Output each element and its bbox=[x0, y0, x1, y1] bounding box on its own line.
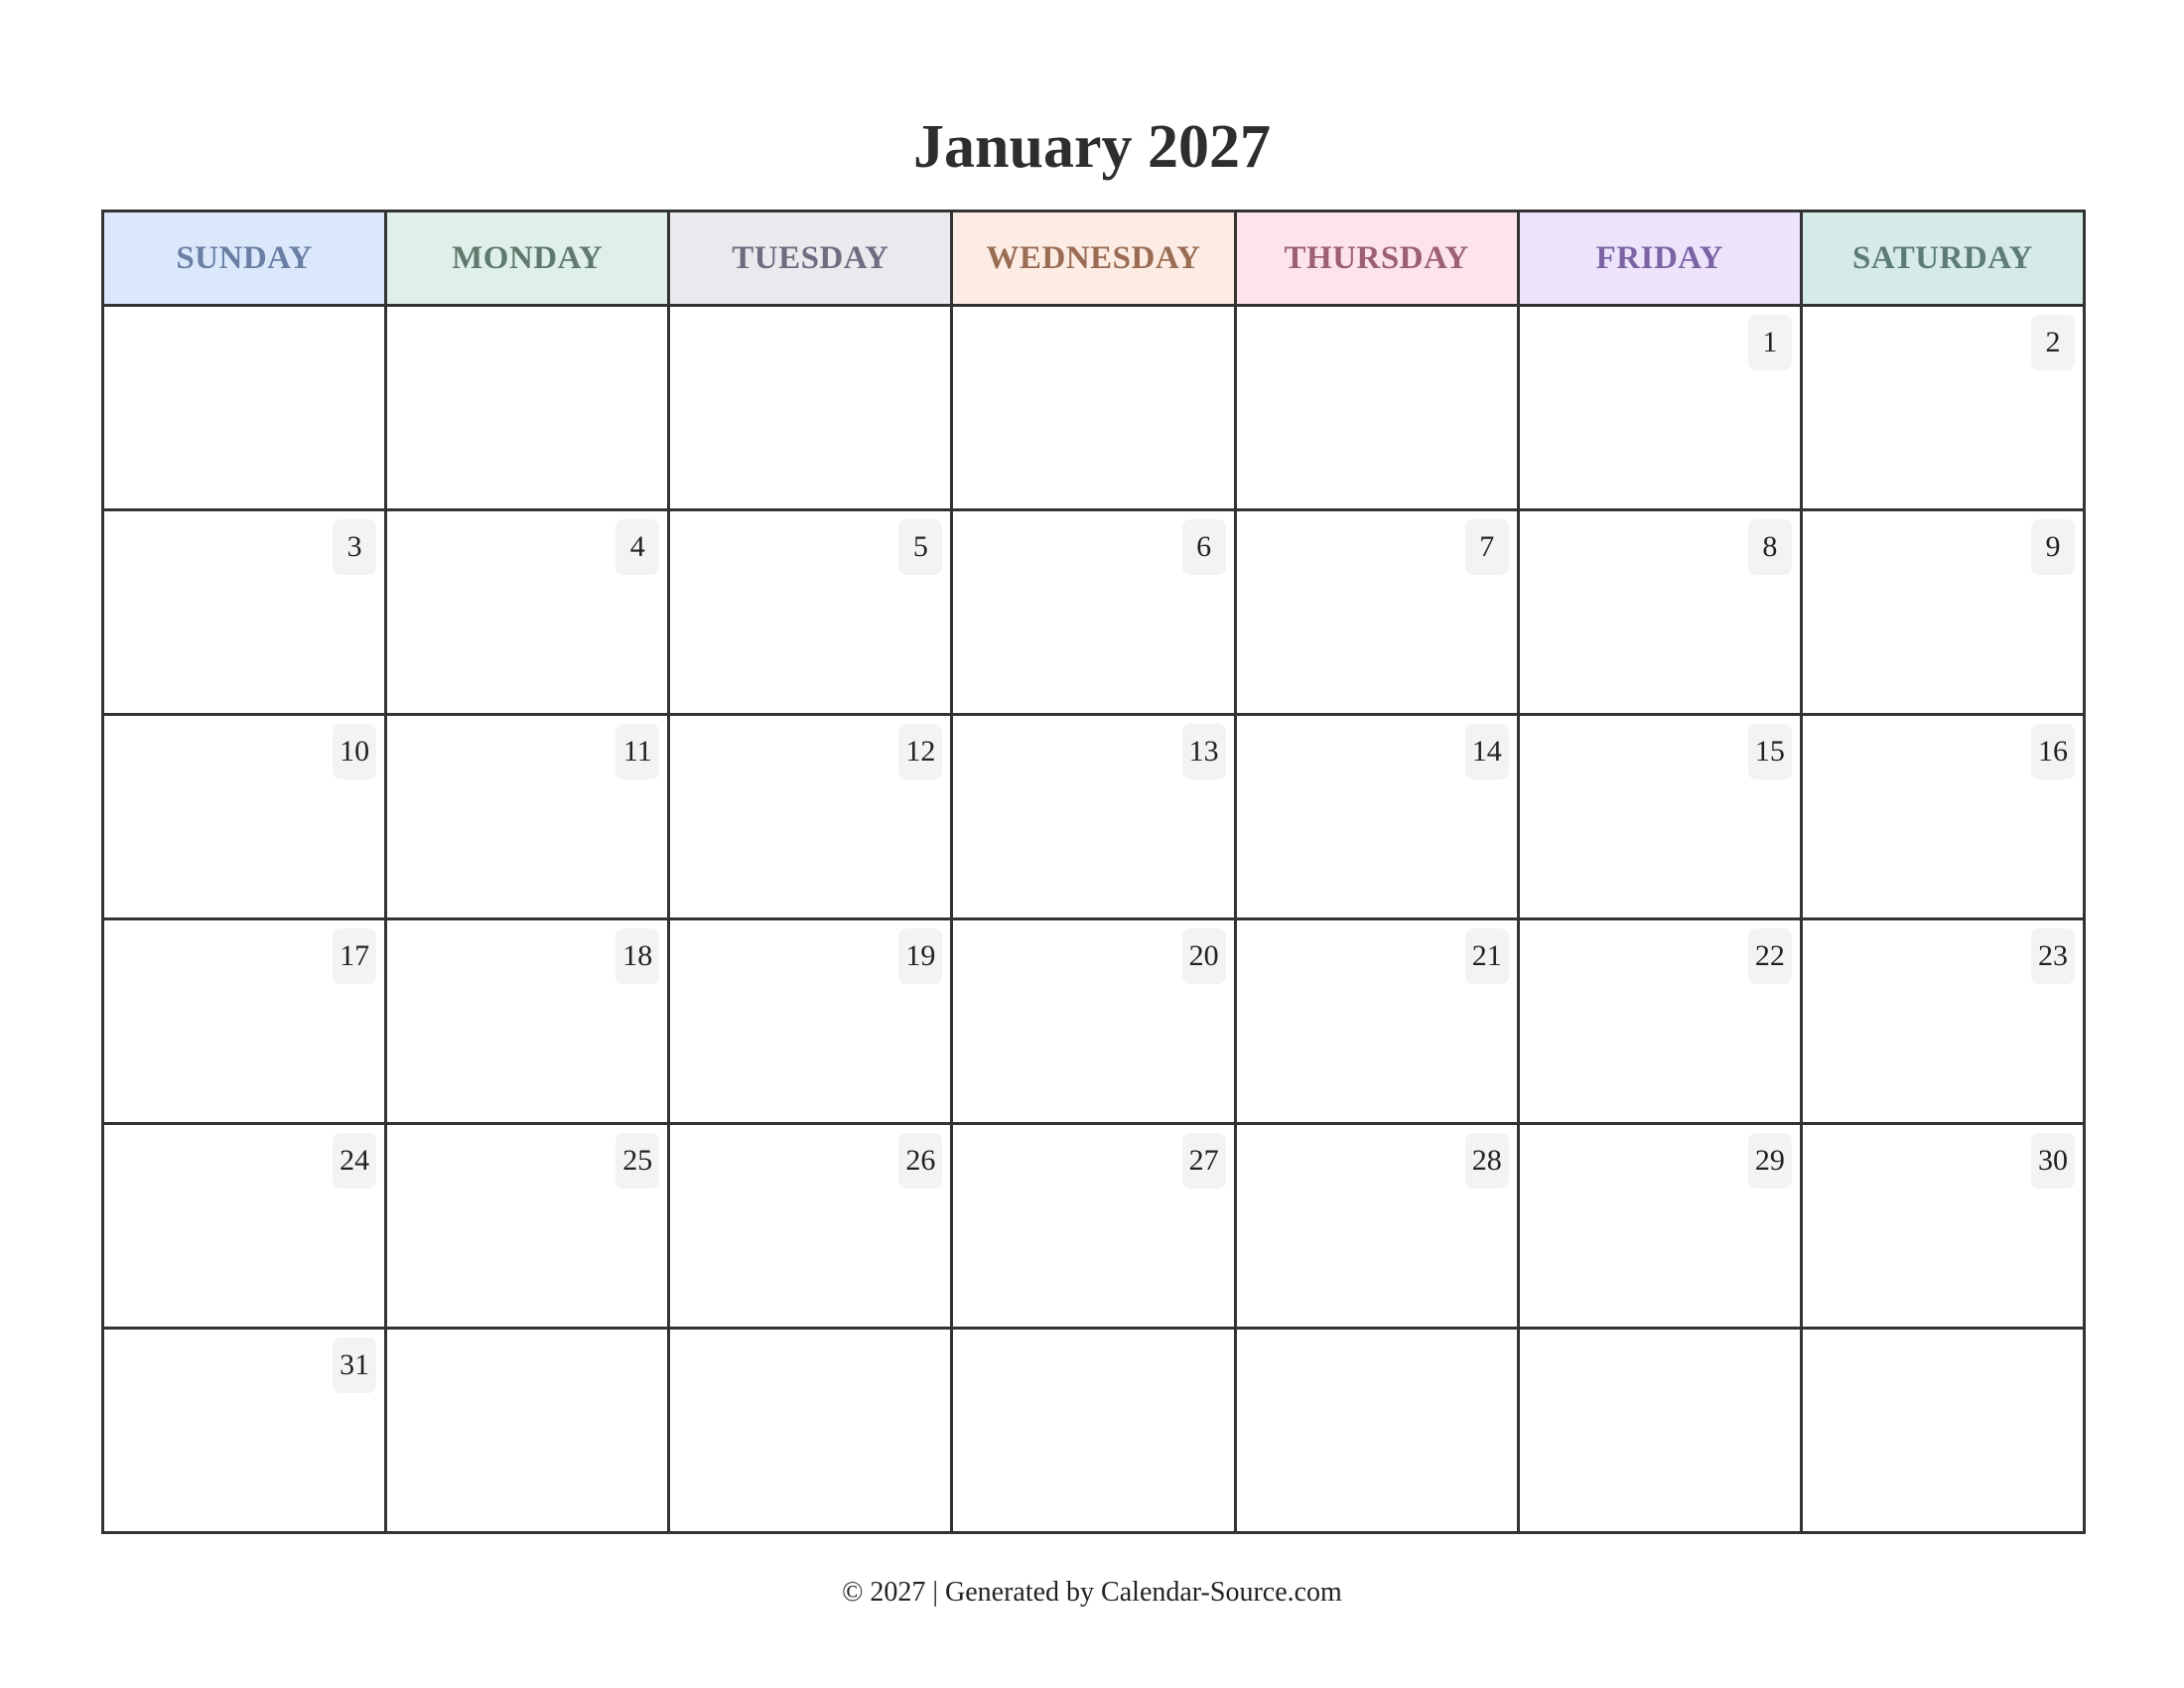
calendar-grid bbox=[101, 210, 2086, 1534]
day-cell[interactable] bbox=[1235, 510, 1518, 715]
day-cell[interactable] bbox=[952, 306, 1235, 510]
day-number: 2 bbox=[2031, 315, 2075, 370]
day-cell[interactable] bbox=[669, 715, 952, 919]
day-number: 17 bbox=[333, 928, 376, 984]
day-number: 9 bbox=[2031, 519, 2075, 575]
day-cell[interactable] bbox=[952, 715, 1235, 919]
day-number: 27 bbox=[1182, 1133, 1226, 1189]
day-cell[interactable] bbox=[952, 510, 1235, 715]
week-row bbox=[103, 1124, 2085, 1329]
weekday-header-wednesday: WEDNESDAY bbox=[952, 211, 1235, 306]
day-number: 18 bbox=[615, 928, 659, 984]
day-cell[interactable] bbox=[1801, 715, 2084, 919]
day-cell[interactable] bbox=[669, 510, 952, 715]
day-cell[interactable] bbox=[103, 1329, 386, 1533]
day-cell[interactable] bbox=[1801, 919, 2084, 1124]
day-cell[interactable] bbox=[1518, 510, 1801, 715]
day-number: 7 bbox=[1465, 519, 1509, 575]
day-number: 8 bbox=[1748, 519, 1792, 575]
day-cell[interactable] bbox=[103, 919, 386, 1124]
day-cell[interactable] bbox=[1518, 1124, 1801, 1329]
day-number: 11 bbox=[615, 724, 659, 779]
day-number: 24 bbox=[333, 1133, 376, 1189]
day-cell[interactable] bbox=[103, 715, 386, 919]
day-cell[interactable] bbox=[1235, 306, 1518, 510]
day-cell[interactable] bbox=[1235, 1329, 1518, 1533]
week-row bbox=[103, 715, 2085, 919]
day-number: 20 bbox=[1182, 928, 1226, 984]
day-number: 26 bbox=[898, 1133, 942, 1189]
day-cell[interactable] bbox=[669, 306, 952, 510]
day-cell[interactable] bbox=[103, 510, 386, 715]
day-number: 4 bbox=[615, 519, 659, 575]
day-cell[interactable] bbox=[386, 306, 669, 510]
week-row bbox=[103, 306, 2085, 510]
day-number: 3 bbox=[333, 519, 376, 575]
day-cell[interactable] bbox=[103, 1124, 386, 1329]
day-number: 12 bbox=[898, 724, 942, 779]
day-number: 15 bbox=[1748, 724, 1792, 779]
day-cell[interactable] bbox=[669, 1329, 952, 1533]
day-cell[interactable] bbox=[103, 306, 386, 510]
day-cell[interactable] bbox=[1518, 306, 1801, 510]
day-number: 10 bbox=[333, 724, 376, 779]
day-number: 25 bbox=[615, 1133, 659, 1189]
day-number: 31 bbox=[333, 1337, 376, 1393]
day-cell[interactable] bbox=[669, 919, 952, 1124]
day-cell[interactable] bbox=[1801, 1124, 2084, 1329]
day-number: 28 bbox=[1465, 1133, 1509, 1189]
day-cell[interactable] bbox=[386, 919, 669, 1124]
day-number: 16 bbox=[2031, 724, 2075, 779]
day-cell[interactable] bbox=[669, 1124, 952, 1329]
day-number: 29 bbox=[1748, 1133, 1792, 1189]
day-cell[interactable] bbox=[386, 510, 669, 715]
week-row bbox=[103, 510, 2085, 715]
day-cell[interactable] bbox=[1235, 919, 1518, 1124]
day-cell[interactable] bbox=[952, 1329, 1235, 1533]
day-cell[interactable] bbox=[386, 1329, 669, 1533]
day-cell[interactable] bbox=[1235, 1124, 1518, 1329]
day-cell[interactable] bbox=[1518, 715, 1801, 919]
weekday-header-monday: MONDAY bbox=[386, 211, 669, 306]
day-number: 23 bbox=[2031, 928, 2075, 984]
calendar-title: January 2027 bbox=[913, 113, 1271, 181]
day-cell[interactable] bbox=[386, 715, 669, 919]
day-cell[interactable] bbox=[1801, 510, 2084, 715]
weekday-header-sunday: SUNDAY bbox=[103, 211, 386, 306]
day-cell[interactable] bbox=[386, 1124, 669, 1329]
day-cell[interactable] bbox=[1235, 715, 1518, 919]
day-number: 30 bbox=[2031, 1133, 2075, 1189]
weekday-header-tuesday: TUESDAY bbox=[669, 211, 952, 306]
weekday-header-friday: FRIDAY bbox=[1518, 211, 1801, 306]
day-number: 13 bbox=[1182, 724, 1226, 779]
footer-credit: © 2027 | Generated by Calendar-Source.com bbox=[842, 1577, 1342, 1608]
day-cell[interactable] bbox=[1518, 1329, 1801, 1533]
weekday-header-row bbox=[103, 211, 2085, 306]
day-number: 21 bbox=[1465, 928, 1509, 984]
day-number: 22 bbox=[1748, 928, 1792, 984]
day-number: 5 bbox=[898, 519, 942, 575]
day-number: 1 bbox=[1748, 315, 1792, 370]
weekday-header-thursday: THURSDAY bbox=[1235, 211, 1518, 306]
day-number: 14 bbox=[1465, 724, 1509, 779]
day-cell[interactable] bbox=[952, 1124, 1235, 1329]
weekday-header-saturday: SATURDAY bbox=[1801, 211, 2084, 306]
day-number: 19 bbox=[898, 928, 942, 984]
week-row bbox=[103, 919, 2085, 1124]
day-cell[interactable] bbox=[952, 919, 1235, 1124]
day-number: 6 bbox=[1182, 519, 1226, 575]
day-cell[interactable] bbox=[1801, 306, 2084, 510]
week-row bbox=[103, 1329, 2085, 1533]
day-cell[interactable] bbox=[1801, 1329, 2084, 1533]
day-cell[interactable] bbox=[1518, 919, 1801, 1124]
